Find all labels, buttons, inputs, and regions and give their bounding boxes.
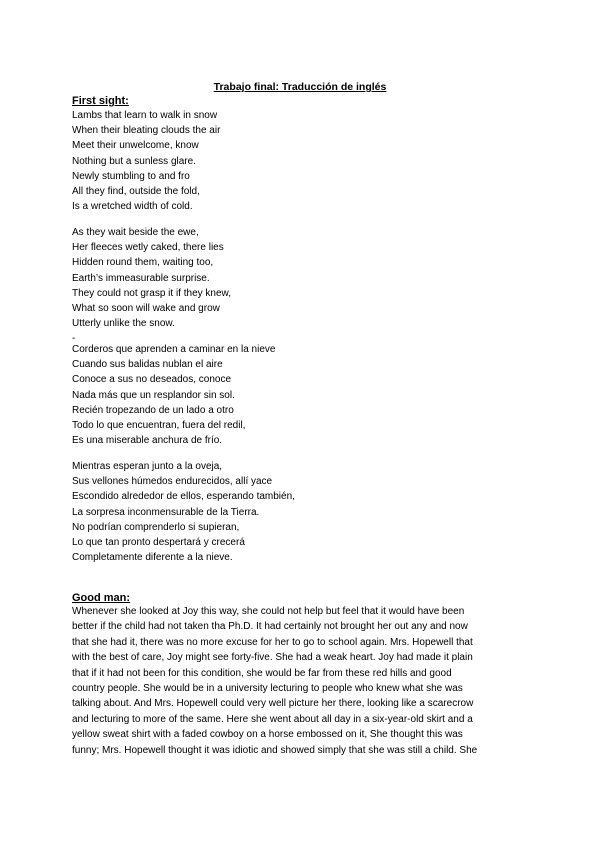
section-heading-first-sight: First sight: bbox=[72, 95, 129, 107]
poem-line: Is a wretched width of cold. bbox=[72, 201, 193, 213]
paragraph-line: that if it had not been for this condition, she would be far from these red hills and good bbox=[72, 667, 452, 679]
poem-separator: - bbox=[72, 333, 76, 345]
poem-line: Cuando sus balidas nublan el aire bbox=[72, 359, 223, 371]
poem-line: Mientras esperan junto a la oveja, bbox=[72, 461, 223, 472]
poem-line: They could not grasp it if they knew, bbox=[72, 287, 231, 299]
poem-line: What so soon will wake and grow bbox=[72, 303, 220, 315]
paragraph-line: better if the child had not taken tha Ph.D. It had certainly not brought her out any and now bbox=[72, 621, 468, 633]
poem-line: Meet their unwelcome, know bbox=[72, 140, 199, 152]
paragraph-line: yellow sweat shirt with a faded cowboy on a horse embossed on it, She thought this was bbox=[72, 729, 463, 741]
prose-paragraph bbox=[72, 604, 532, 758]
paragraph-line: and lecturing to more of the same. Here she went about all day in a six-year-old skirt and a bbox=[72, 713, 473, 725]
poem-line: Nothing but a sunless glare. bbox=[72, 155, 196, 167]
poem-line: Completamente diferente a la nieve. bbox=[72, 552, 233, 564]
poem-line: Newly stumbling to and fro bbox=[72, 170, 190, 182]
poem-line: No podrían comprenderlo si supieran, bbox=[72, 521, 240, 533]
poem-line: Sus vellones húmedos endurecidos, allí yace bbox=[72, 476, 273, 488]
poem-line: Earth’s immeasurable surprise. bbox=[72, 272, 210, 284]
poem-stanza-spanish-2 bbox=[72, 459, 295, 565]
poem-line: Recién tropezando de un lado a otro bbox=[72, 404, 234, 416]
poem-line: Corderos que aprenden a caminar en la nieve bbox=[72, 344, 276, 355]
poem-stanza-english-2 bbox=[72, 225, 231, 347]
poem-line: Conoce a sus no deseados, conoce bbox=[72, 374, 231, 386]
poem-stanza-english-1 bbox=[72, 108, 220, 214]
paragraph-line: Whenever she looked at Joy this way, she could not help but feel that it would have been bbox=[72, 606, 465, 617]
poem-line: Nada más que un resplandor sin sol. bbox=[72, 389, 235, 401]
poem-line: Todo lo que encuentran, fuera del redil, bbox=[72, 420, 246, 432]
paragraph-line: funny; Mrs. Hopewell thought it was idiotic and showed simply that she was still a child. She bbox=[72, 744, 478, 756]
document-title: Trabajo final: Traducción de inglés bbox=[213, 81, 387, 93]
poem-line: Escondido alrededor de ellos, esperando también, bbox=[72, 491, 295, 503]
poem-line: Her fleeces wetly caked, there lies bbox=[72, 242, 224, 254]
poem-line: As they wait beside the ewe, bbox=[72, 227, 199, 238]
paragraph-line: country people. She would be in a university lecturing to people who knew what she was bbox=[72, 683, 463, 695]
poem-line: Hidden round them, waiting too, bbox=[72, 257, 214, 269]
poem-stanza-spanish-1 bbox=[72, 342, 275, 448]
poem-line: All they find, outside the fold, bbox=[72, 186, 200, 198]
paragraph-line: talking about. And Mrs. Hopewell could very well picture her there, looking like a scarecrow bbox=[72, 698, 474, 710]
poem-line: When their bleating clouds the air bbox=[72, 125, 221, 137]
poem-line: Utterly unlike the snow. bbox=[72, 318, 175, 330]
poem-line: Lambs that learn to walk in snow bbox=[72, 110, 218, 121]
poem-line: Es una miserable anchura de frío. bbox=[72, 435, 223, 447]
poem-line: Lo que tan pronto despertará y crecerá bbox=[72, 537, 245, 549]
section-heading-good-man: Good man: bbox=[72, 592, 131, 604]
poem-line: La sorpresa inconmensurable de la Tierra. bbox=[72, 506, 260, 518]
paragraph-line: with the best of care, Joy might see forty-five. She had a weak heart. Joy had made it plain bbox=[72, 652, 473, 664]
paragraph-line: that she had it, there was no more excuse for her to go to school again. Mrs. Hopewell that bbox=[72, 636, 473, 648]
